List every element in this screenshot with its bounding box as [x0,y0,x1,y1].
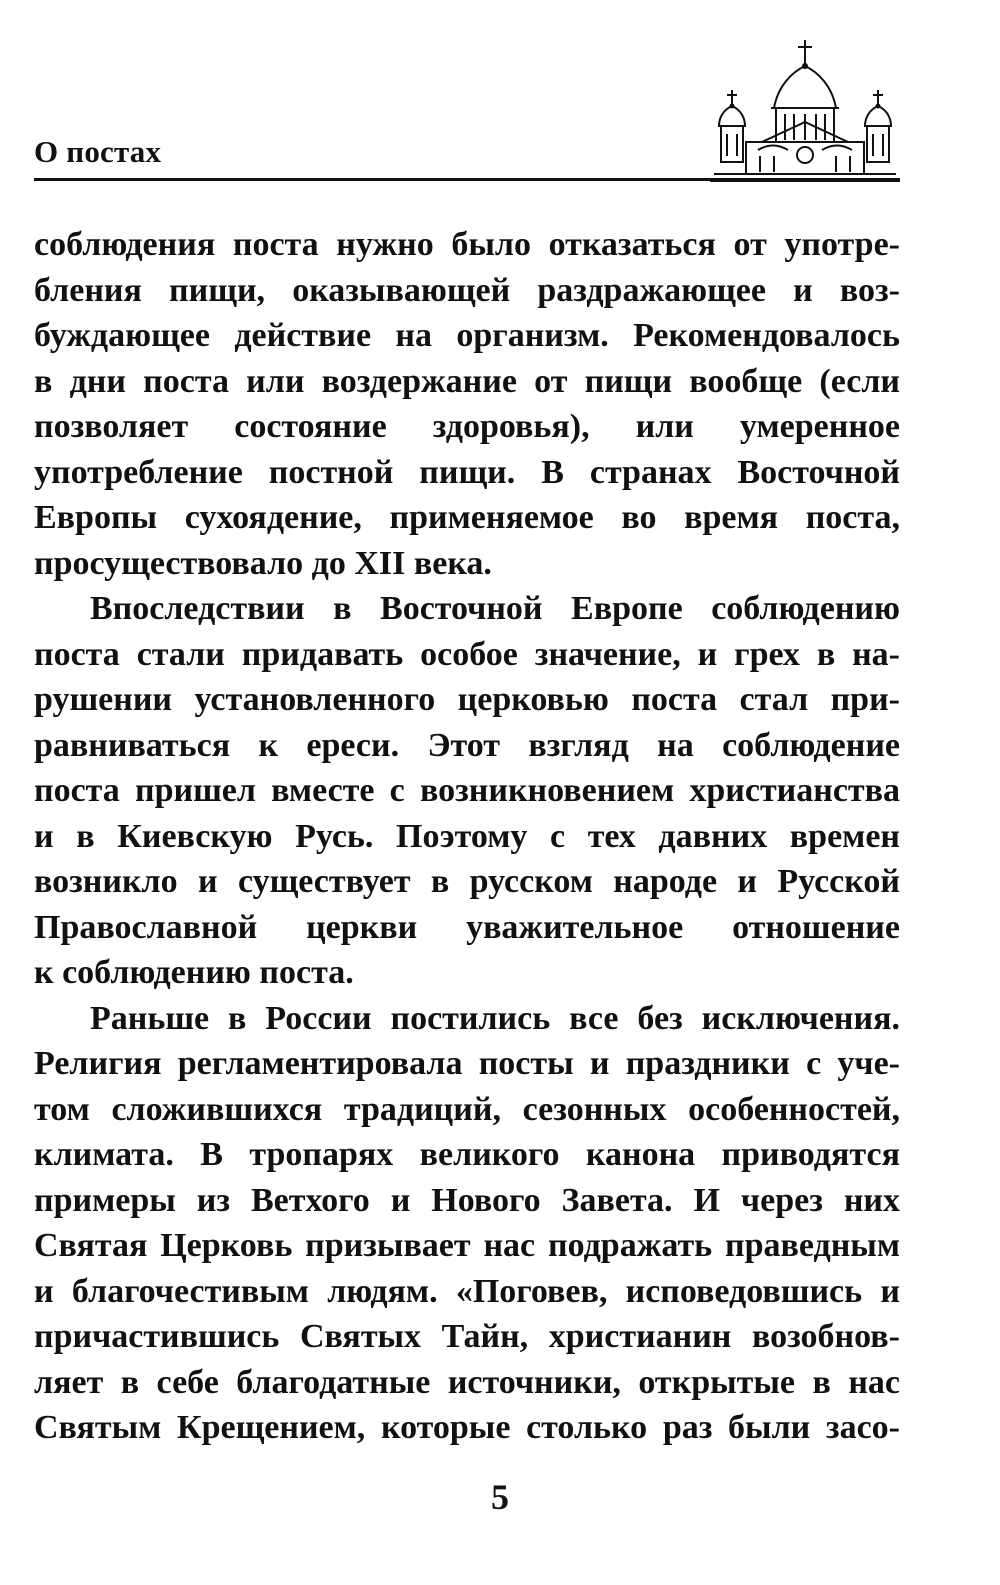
text-line: Святая Церковь призывает нас подражать праведным [34,1227,900,1264]
text-line: равниваться к ереси. Этот взгляд на соблюдение [34,726,900,764]
text-line: и благочестивым людям. «Поговев, исповедовшись и [34,1272,900,1310]
text-line: просуществовало до XII века. [34,544,492,582]
page-number: 5 [491,1477,509,1517]
text-line: бления пищи, оказывающей раздражающее и воз- [34,271,900,309]
text-line: употребление постной пищи. В странах Восточной [34,453,900,491]
text-line: позволяет состояние здоровья), или умеренное [34,408,900,445]
text-line: том сложившихся традиций, сезонных особенностей, [34,1090,900,1128]
text-line: Святым Крещением, которые столько раз были засо- [34,1409,900,1446]
paragraph-3 [34,996,900,1451]
text-line: Европы сухоядение, применяемое во время поста, [34,499,900,536]
text-line: Религия регламентировала посты и праздники с уче- [34,1045,900,1082]
text-line: поста стали придавать особое значение, и грех в на- [34,635,900,673]
cathedral-icon [710,38,900,184]
text-line: ляет в себе благодатные источники, открытые в нас [34,1363,900,1401]
text-line: в дни поста или воздержание от пищи вообще (если [34,362,900,400]
header-rule [34,178,900,181]
text-line: примеры из Ветхого и Нового Завета. И через них [34,1181,900,1219]
text-line: Православной церкви уважительное отношение [34,908,900,946]
text-line: рушении установленного церковью поста стал при- [34,681,900,718]
text-line: Раньше в России постились все без исключения. [90,999,900,1037]
body-text [34,222,900,1451]
text-line: и в Киевскую Русь. Поэтому с тех давних времен [34,817,900,855]
text-line: возникло и существует в русском народе и Русской [34,863,900,900]
running-title: О постах [34,134,162,169]
text-line: к соблюдению поста. [34,954,354,991]
text-line: Впоследствии в Восточной Европе соблюдению [90,590,900,627]
text-line: поста пришел вместе с возникновением христианства [34,772,900,809]
text-line: причастившись Святых Тайн, христианин возобнов- [34,1318,900,1355]
text-line: климата. В тропарях великого канона приводятся [34,1136,900,1173]
text-line: соблюдения поста нужно было отказаться от употре- [34,226,900,263]
text-line: буждающее действие на организм. Рекомендовалось [34,317,900,354]
paragraph-1 [34,222,900,586]
page-header [34,38,900,186]
paragraph-2 [34,586,900,996]
